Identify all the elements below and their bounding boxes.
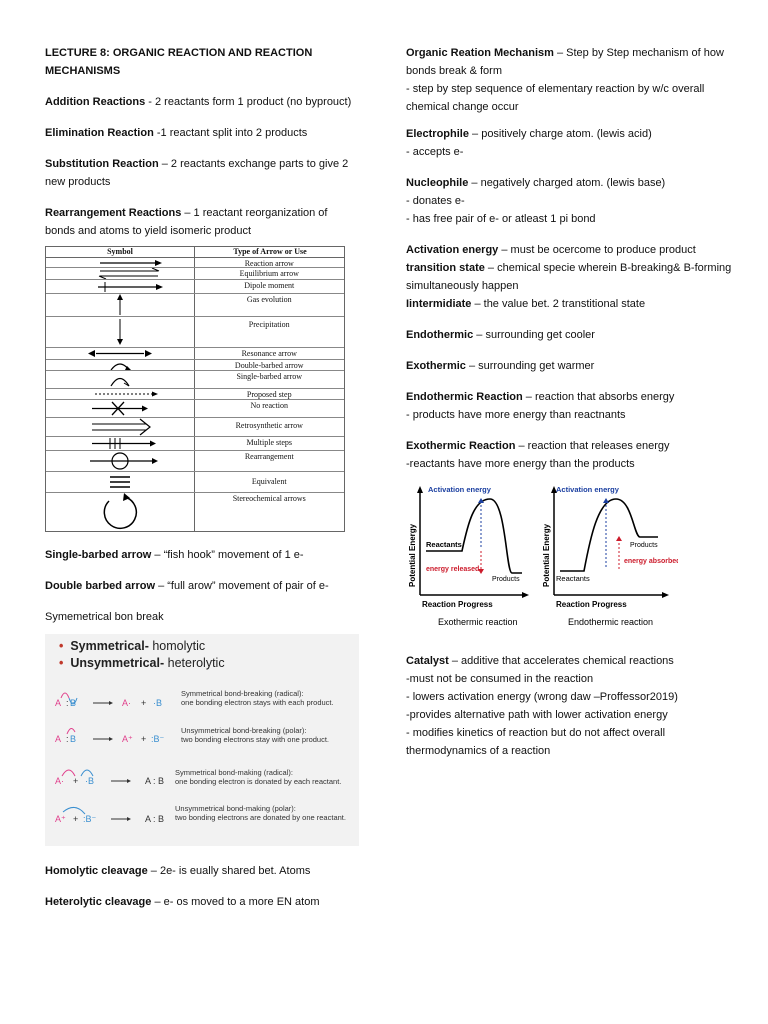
nucleophile-line2: - donates e-	[406, 195, 465, 207]
svg-text:·B: ·B	[85, 776, 94, 786]
svg-text:A: A	[55, 698, 62, 708]
table-row	[46, 268, 344, 280]
right-column	[406, 44, 736, 760]
table-row	[46, 317, 344, 348]
transition-paragraph	[406, 259, 736, 295]
symbol-header: Symbol	[46, 247, 195, 257]
svg-text::: :	[66, 734, 69, 744]
exo-progress-label: Reaction Progress	[422, 600, 493, 609]
nucleophile-definition: – negatively charged atom. (lewis base)	[468, 177, 666, 189]
exo-caption: Exothermic reaction	[438, 617, 518, 627]
single-barbed-paragraph	[45, 546, 360, 564]
single-barbed-definition: – “fish hook” movement of 1 e-	[151, 549, 304, 561]
arrow-type-label: Dipole moment	[244, 281, 295, 290]
svg-text:A : B: A : B	[145, 814, 165, 824]
endo-potential-energy-label: Potential Energy	[542, 523, 551, 587]
elimination-definition: -1 reactant split into 2 products	[153, 127, 308, 139]
rearrangement-arrow-icon	[70, 451, 170, 471]
double-barbed-arrow-icon	[105, 360, 135, 370]
catalyst-paragraph	[406, 652, 736, 670]
catalyst-definition: – additive that accelerates chemical reactions	[448, 655, 674, 667]
retrosynthetic-arrow-icon	[70, 418, 170, 436]
catalyst-line: -must not be consumed in the reaction	[406, 673, 594, 685]
bond-description: Unsymmetrical bond-making (polar): two bonding electrons are donated by one reactant.	[175, 804, 346, 822]
arrow-type-label: Rearrangement	[244, 452, 294, 461]
nucleophile-line3: - has free pair of e- or atleast 1 pi bond	[406, 213, 596, 225]
arrow-type-label: Precipitation	[248, 320, 290, 329]
single-barbed-arrow-icon	[105, 371, 135, 388]
double-barbed-definition: – “full arow” movement of pair of e-	[155, 580, 329, 592]
endo-reaction-term: Endothermic Reaction	[406, 391, 523, 403]
arrow-type-label: Retrosynthetic arrow	[235, 421, 303, 430]
endo-reaction-paragraph	[406, 388, 736, 406]
svg-text:A⁺: A⁺	[122, 734, 133, 744]
exo-reaction-term: Exothermic Reaction	[406, 440, 516, 452]
exothermic-definition: – surrounding get warmer	[465, 360, 595, 372]
rearrangement-term: Rearrangement Reactions	[45, 207, 182, 219]
intermediate-term: Iintermidiate	[406, 298, 472, 310]
mechanism-paragraph	[406, 44, 736, 80]
endothermic-diagram	[542, 485, 678, 627]
elimination-term: Elimination Reaction	[45, 127, 154, 139]
table-row	[46, 258, 344, 268]
svg-text:A: A	[55, 734, 62, 744]
catalyst-line: - modifies kinetics of reaction but do not affect overall thermodynamics of a reaction	[406, 727, 666, 757]
electrophile-line2: - accepts e-	[406, 146, 464, 158]
heterolytic-term: Heterolytic cleavage	[45, 896, 152, 908]
lecture-title: LECTURE 8: ORGANIC REACTION AND REACTION MECHANISMS	[45, 47, 313, 77]
exo-reaction-line2: -reactants have more energy than the products	[406, 458, 635, 470]
arrow-table-header	[46, 247, 344, 258]
svg-text:+: +	[73, 776, 79, 786]
no-reaction-arrow-icon	[70, 400, 170, 417]
svg-text:A⁺: A⁺	[55, 814, 66, 824]
svg-text::: :	[66, 698, 69, 708]
resonance-arrow-icon	[70, 348, 170, 359]
table-row	[46, 371, 344, 389]
energy-diagrams-svg	[406, 483, 678, 643]
bond-description: Unsymmetrical bond-breaking (polar): two bonding electrons stay with one product.	[181, 726, 330, 744]
svg-text:B: B	[70, 734, 77, 744]
homolytic-paragraph	[45, 862, 360, 880]
arrow-types-table	[45, 246, 345, 532]
intermediate-paragraph	[406, 295, 736, 313]
bullet-unsymmetrical: • Unsymmetrical- heterolytic	[59, 656, 225, 670]
arrow-type-label: Stereochemical arrows	[232, 494, 306, 503]
mechanism-term: Organic Reation Mechanism	[406, 47, 554, 59]
endo-caption: Endothermic reaction	[568, 617, 654, 627]
exo-reactants-label: Reactants	[426, 540, 462, 549]
bond-description: Symmetrical bond-making (radical): one bonding electron is donated by each reactant.	[175, 768, 342, 786]
transition-definition: – chemical specie wherein B-breaking& B-forming simultaneously happen	[406, 262, 732, 292]
table-row	[46, 400, 344, 418]
arrow-type-label: Proposed step	[246, 390, 292, 399]
bond-description: Symmetrical bond-breaking (radical): one bonding electron stays with each product.	[181, 689, 334, 707]
proposed-step-arrow-icon	[70, 389, 170, 399]
table-row	[46, 280, 344, 294]
table-row	[46, 389, 344, 400]
endo-progress-label: Reaction Progress	[556, 600, 627, 609]
table-row	[46, 437, 344, 451]
endo-energy-absorbed-label: energy absorbed	[624, 558, 678, 565]
substitution-paragraph	[45, 155, 360, 191]
type-header: Type of Arrow or Use	[233, 247, 307, 256]
catalyst-line: -provides alternative path with lower activation energy	[406, 709, 668, 721]
activation-term: Activation energy	[406, 244, 499, 256]
endo-activation-label: Activation energy	[556, 485, 619, 494]
nucleophile-paragraph	[406, 174, 736, 192]
catalyst-line: - lowers activation energy (wrong daw –Proffessor2019)	[406, 691, 678, 703]
svg-text:·B: ·B	[153, 698, 162, 708]
svg-text:+: +	[141, 734, 147, 744]
table-row	[46, 418, 344, 437]
addition-definition: - 2 reactants form 1 product (no byprouct)	[145, 96, 352, 108]
multiple-steps-arrow-icon	[70, 437, 170, 450]
intermediate-definition: – the value bet. 2 transtitional state	[471, 298, 646, 310]
activation-definition: – must be ocercome to produce product	[498, 244, 696, 256]
dipole-arrow-icon	[70, 280, 170, 293]
precipitation-arrow-icon	[110, 317, 130, 347]
arrow-type-label: Double-barbed arrow	[234, 361, 304, 370]
arrow-type-label: Reaction arrow	[244, 259, 294, 268]
elimination-paragraph	[45, 124, 360, 142]
stereochemical-arrow-icon	[95, 493, 145, 531]
exothermic-diagram	[408, 485, 529, 627]
exo-reaction-definition: – reaction that releases energy	[515, 440, 670, 452]
heterolytic-paragraph	[45, 893, 360, 911]
svg-text::B⁻: :B⁻	[83, 814, 97, 824]
equilibrium-arrow-icon	[70, 268, 170, 279]
arrow-type-label: Equivalent	[251, 477, 287, 486]
gas-evolution-arrow-icon	[110, 294, 130, 316]
exo-energy-released-label: energy released	[426, 566, 480, 573]
exo-products-label: Products	[492, 576, 520, 583]
endothermic-term: Endothermic	[406, 329, 474, 341]
endo-reaction-line2: - products have more energy than reactnants	[406, 409, 626, 421]
energy-diagrams-figure	[406, 483, 678, 643]
arrow-type-label: Equilibrium arrow	[239, 269, 299, 278]
svg-text::B⁻: :B⁻	[151, 734, 165, 744]
heterolytic-break-equation	[49, 722, 174, 752]
svg-text:+: +	[141, 698, 147, 708]
symmetrical-note: Symemetrical bon break	[45, 611, 164, 623]
addition-paragraph	[45, 93, 360, 111]
electrophile-definition: – positively charge atom. (lewis acid)	[468, 128, 652, 140]
svg-text:+: +	[73, 814, 79, 824]
homolytic-definition: – 2e- is eually shared bet. Atoms	[147, 865, 311, 877]
homolytic-make-equation	[49, 762, 179, 792]
bond-cleavage-figure	[45, 634, 359, 846]
arrow-type-label: Multiple steps	[246, 438, 293, 447]
heterolytic-make-equation	[49, 800, 179, 830]
electrophile-term: Electrophile	[406, 128, 469, 140]
endothermic-definition: – surrounding get cooler	[473, 329, 595, 341]
table-row	[46, 348, 344, 360]
equivalent-icon	[100, 472, 140, 492]
rearrangement-paragraph	[45, 204, 360, 240]
transition-term: transition state	[406, 262, 485, 274]
homolytic-term: Homolytic cleavage	[45, 865, 148, 877]
endo-reaction-definition: – reaction that absorbs energy	[522, 391, 675, 403]
left-column	[45, 44, 360, 911]
endo-products-label: Products	[630, 542, 658, 549]
rearrangement-definition: – 1 reactant reorganization of bonds and atoms to yield isomeric product	[45, 207, 328, 237]
exo-activation-label: Activation energy	[428, 485, 491, 494]
single-barbed-term: Single-barbed arrow	[45, 549, 152, 561]
table-row	[46, 493, 344, 531]
bullet-symmetrical: • Symmetrical- homolytic	[59, 639, 206, 653]
exothermic-term: Exothermic	[406, 360, 466, 372]
homolytic-break-equation	[49, 684, 174, 718]
reaction-arrow-icon	[70, 258, 170, 267]
addition-term: Addition Reactions	[45, 96, 146, 108]
svg-text:A : B: A : B	[145, 776, 165, 786]
svg-text:A·: A·	[122, 698, 131, 708]
mechanism-line2: - step by step sequence of elementary reaction by w/c overall chemical change occur	[406, 83, 705, 113]
arrow-type-label: No reaction	[250, 401, 289, 410]
table-row	[46, 451, 344, 472]
catalyst-term: Catalyst	[406, 655, 449, 667]
exothermic-paragraph	[406, 357, 736, 375]
endothermic-paragraph	[406, 326, 736, 344]
nucleophile-term: Nucleophile	[406, 177, 469, 189]
substitution-term: Substitution Reaction	[45, 158, 159, 170]
heterolytic-definition: – e- os moved to a more EN atom	[151, 896, 320, 908]
mechanism-definition: – Step by Step mechanism of how bonds break & form	[406, 47, 724, 77]
svg-text:A·: A·	[55, 776, 64, 786]
double-barbed-term: Double barbed arrow	[45, 580, 156, 592]
table-row	[46, 472, 344, 493]
svg-text:B: B	[70, 698, 77, 708]
arrow-type-label: Single-barbed arrow	[236, 372, 303, 381]
table-row	[46, 294, 344, 317]
activation-paragraph	[406, 241, 736, 259]
arrow-type-label: Gas evolution	[246, 295, 292, 304]
arrow-type-label: Resonance arrow	[241, 349, 297, 358]
electrophile-paragraph	[406, 125, 736, 143]
exo-reaction-paragraph	[406, 437, 736, 455]
endo-reactants-label: Reactants	[556, 574, 590, 583]
substitution-definition: – 2 reactants exchange parts to give 2 new products	[45, 158, 349, 188]
exo-potential-energy-label: Potential Energy	[408, 523, 417, 587]
double-barbed-paragraph	[45, 577, 360, 595]
table-row	[46, 360, 344, 371]
